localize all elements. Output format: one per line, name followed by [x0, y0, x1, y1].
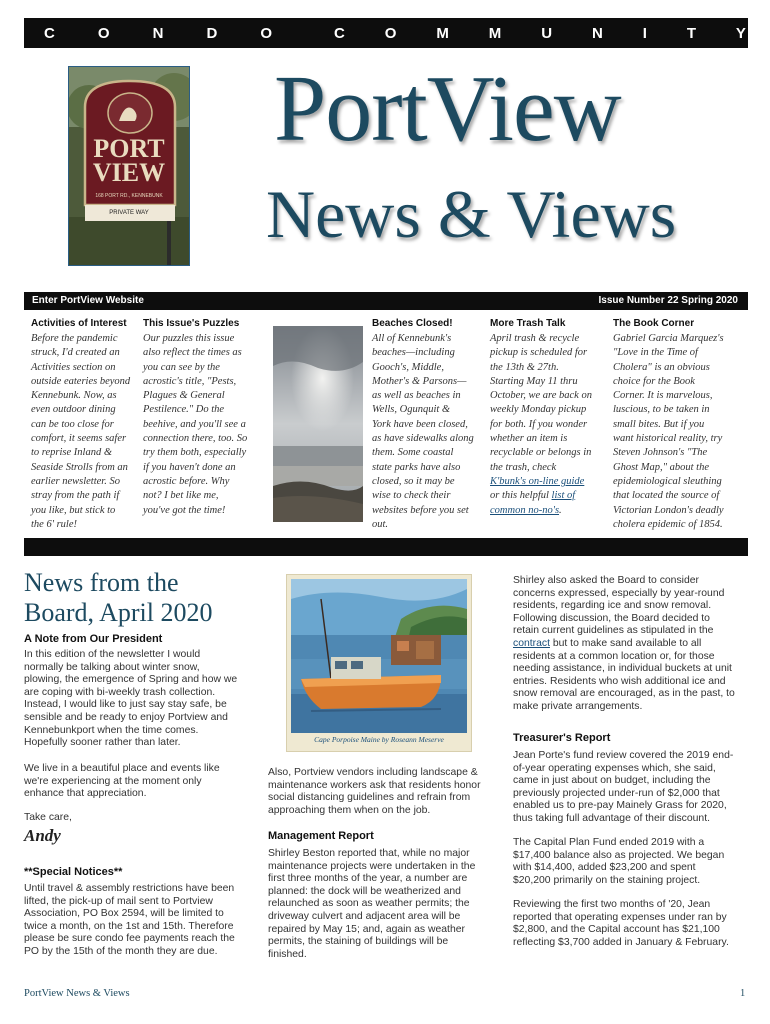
sign-text-private: PRIVATE WAY	[109, 210, 149, 216]
text-line: wise to check their	[372, 490, 451, 502]
text-line: Gabriel Garcia Marquez's	[613, 333, 724, 344]
text-line: retain current guidelines as stipulated in the	[513, 625, 714, 637]
sign-text-address: 168 PORT RD., KENNEBUNK	[95, 193, 163, 199]
no-nos-link-part1[interactable]: list of	[551, 490, 576, 502]
painting-caption: Cape Porpoise Maine by Roseann Meserve	[314, 735, 444, 744]
text-line: to reprise Inland &	[31, 447, 112, 459]
text-line: Ghost Map," about the	[613, 461, 709, 473]
text-line: thus taking full advantage of their discount.	[513, 812, 710, 824]
text-line: luscious, to be taken in	[613, 404, 710, 416]
text-line: epidemiological sleuthing	[613, 475, 722, 487]
text-line: cholera epidemic of 1854.	[613, 518, 723, 530]
text-line: driveway culvert and adjacent area will be	[268, 910, 461, 922]
community-letter: N	[591, 24, 603, 42]
text-line: approaching them when on the job.	[268, 804, 431, 816]
text-line: Pestilence." Do the	[143, 404, 225, 416]
community-letter: C	[334, 24, 345, 42]
puzzles-heading: This Issue's Puzzles	[143, 318, 240, 329]
text-line: enabled us to pre-pay Mainely Grass for 2020,	[513, 800, 727, 812]
trash-text	[490, 332, 608, 518]
contract-link[interactable]: contract	[513, 637, 550, 649]
text-line: Mother's & Parsons—	[372, 375, 467, 387]
condo-letter: O	[97, 24, 110, 42]
community-letter: Y	[735, 24, 746, 42]
text-line: PO by the 15th of the month they are due.	[24, 945, 218, 957]
board-title-line1: News from the	[24, 568, 179, 597]
text-line: snow removal are encouraged, as in the past, to	[513, 688, 735, 700]
text-line: of-year operating expenses which, she said,	[513, 762, 716, 774]
condo-letter: O	[260, 24, 272, 42]
text-line: as well as beaches in	[372, 390, 461, 402]
text-line: "Love in the Time of	[613, 347, 698, 359]
snow-removal-rest: but to make sand available to all	[549, 637, 702, 649]
text-line: normally be talking about winter snow,	[24, 661, 200, 673]
text-line: as have sidewalks along	[372, 433, 474, 445]
text-line: enhance that appreciation.	[24, 788, 147, 800]
condo-letter: D	[206, 24, 218, 42]
newsletter-subtitle: News & Views	[266, 176, 677, 252]
text-line: York have been closed,	[372, 418, 468, 430]
text-line: Hopefully sooner rather than later.	[24, 737, 181, 749]
text-line: $2,800, and the Capital account has $21,100	[513, 924, 720, 936]
text-line: recyclable or belongs in	[490, 447, 592, 459]
text-line: Starting May 11 thru	[490, 375, 578, 387]
sign-text-view: VIEW	[92, 158, 166, 187]
board-section-title	[24, 568, 213, 628]
puzzles-text	[143, 332, 265, 518]
condo-letter: C	[44, 24, 55, 42]
text-line: repaired by May 15; and, again as weather	[268, 923, 465, 935]
text-line: Before the pandemic	[31, 333, 118, 344]
text-line: not? I bet like me,	[143, 490, 219, 502]
trash-or-text: or this helpful	[490, 490, 552, 502]
text-line: choice for the Book	[613, 375, 695, 387]
text-line: All of Kennebunk's	[372, 333, 452, 344]
text-line: closed, so it may be	[372, 475, 455, 487]
review-text	[513, 899, 753, 949]
beaches-heading: Beaches Closed!	[372, 318, 453, 329]
text-line: plowing, the emergence of Spring and how we	[24, 674, 238, 686]
text-line: websites before you set	[372, 504, 469, 516]
trash-lines	[490, 332, 608, 475]
text-line: weekly Monday pickup	[490, 404, 587, 416]
text-line: stray from the path if	[31, 490, 120, 502]
text-line: Shirley Beston reported that, while no major	[268, 848, 470, 859]
vendors-text	[268, 767, 498, 817]
text-line: small bites. But if you	[613, 418, 705, 430]
text-line: please be sure condo fee payments reach the	[24, 933, 235, 945]
text-line: Association, PO Box 2594, will be limited to	[24, 908, 224, 920]
text-line: Our puzzles this issue	[143, 333, 235, 344]
text-line: reflecting $3,700 added in January & February.	[513, 936, 729, 948]
text-line: maintenance workers ask that residents honor	[268, 779, 481, 791]
text-line: acrostic's title, "Pests,	[143, 375, 237, 387]
capital-plan-text	[513, 837, 753, 887]
activities-text	[31, 332, 139, 532]
text-line: twice a month, on the 1st and 15th. Therefore	[24, 920, 234, 932]
text-line: Reviewing the first two months of '20, Jean	[513, 899, 711, 910]
text-line: outside eateries beyond	[31, 375, 131, 387]
text-line: maintenance projects were undertaken in the	[268, 860, 476, 872]
text-line: for both. If you wonder	[490, 418, 588, 430]
text-line: Shirley also asked the Board to consider	[513, 575, 699, 586]
treasurer-report-text	[513, 750, 753, 826]
page-number: 1	[740, 988, 746, 999]
text-line: make private arrangements.	[513, 700, 643, 712]
snow-removal-lines-c	[513, 651, 753, 714]
text-line: Corner. It is marvelous,	[613, 390, 713, 402]
text-line: The Capital Plan Fund ended 2019 with a	[513, 837, 705, 848]
text-line: $17,400 balance also as projected. We began	[513, 849, 725, 861]
text-line: beaches—including	[372, 347, 455, 359]
text-line: relaunched as soon as weather permits; the	[268, 898, 470, 910]
text-line: them. Some coastal	[372, 447, 454, 459]
community-letter: M	[436, 24, 449, 42]
signature-andy: Andy	[24, 826, 61, 845]
text-line: reported that operating expenses under ran by	[513, 911, 727, 923]
text-line: you like, but stick to	[31, 504, 116, 516]
text-line: can be too close for	[31, 418, 114, 430]
beach-photo	[273, 326, 363, 522]
board-title-line2: Board, April 2020	[24, 598, 213, 627]
text-line: even outdoor dining	[31, 404, 116, 416]
take-care-text: Take care,	[24, 812, 72, 823]
text-line: Gooch's, Middle,	[372, 361, 444, 373]
text-line: Wells, Ogunquit &	[372, 404, 451, 416]
text-line: are coping with bi-weekly trash collection.	[24, 686, 216, 698]
trash-period: .	[559, 504, 562, 516]
kbunk-guide-link[interactable]: K'bunk's on-line guide	[490, 475, 585, 487]
newsletter-title: PortView	[274, 57, 621, 161]
community-letter: U	[541, 24, 553, 42]
text-line: Kennebunk. Now, as	[31, 390, 117, 402]
text-line: out.	[372, 518, 389, 530]
text-line: acrostic before. Why	[143, 475, 230, 487]
portview-sign-photo	[68, 66, 190, 266]
management-report-text	[268, 848, 498, 961]
activities-heading: Activities of Interest	[31, 318, 127, 329]
text-line: Until travel & assembly restrictions have been	[24, 883, 235, 894]
enter-website-link[interactable]: Enter PortView Website	[32, 295, 144, 306]
text-line: want historical reality, try	[613, 433, 723, 445]
text-line: you can see by the	[143, 361, 220, 373]
info-bar	[24, 292, 748, 310]
text-line: lifted, the pick-up of mail sent to Portview	[24, 895, 213, 907]
text-line: connection there, too. So	[143, 433, 248, 445]
text-line: Steven Johnson's "The	[613, 447, 708, 459]
text-line: planned: the dock will be weatherized and	[268, 885, 461, 897]
text-line: we're experiencing at the moment only	[24, 775, 202, 787]
text-line: with $14,400, added $23,200 and spent	[513, 862, 696, 874]
text-line: Jean Porte's fund review covered the 2019 end-	[513, 750, 734, 761]
text-line: finished.	[268, 948, 307, 960]
cape-porpoise-painting	[291, 579, 467, 733]
text-line: Kennebunkport when the time comes.	[24, 724, 199, 736]
masthead-word-condo	[44, 25, 272, 42]
text-line: came in just about on budget, including the	[513, 775, 711, 787]
text-line: residents, regarding ice and snow removal.	[513, 600, 712, 612]
book-text	[613, 332, 748, 532]
community-letter: I	[642, 24, 647, 42]
text-line: $20,200 primarily on the staining project.	[513, 874, 701, 886]
text-line: that located the source of	[613, 490, 720, 502]
management-report-heading: Management Report	[268, 830, 374, 842]
issue-number: Issue Number 22 Spring 2020	[598, 295, 738, 306]
text-line: concerns expressed, especially by year-round	[513, 587, 725, 599]
text-line: Cholera" is an obvious	[613, 361, 710, 373]
treasurer-report-heading: Treasurer's Report	[513, 732, 611, 744]
text-line: state parks have also	[372, 461, 461, 473]
text-line: Seaside Strolls from an	[31, 461, 128, 473]
text-line: needing assistance, in individual buckets at unit	[513, 663, 732, 675]
text-line: try them both, especially	[143, 447, 247, 459]
masthead-word-community	[334, 25, 746, 42]
text-line: earlier newsletter. So	[31, 475, 120, 487]
text-line: social distancing guidelines and refrain from	[268, 792, 471, 804]
snow-removal-text	[513, 575, 753, 714]
special-notices-text	[24, 883, 264, 959]
president-note-text-2	[24, 763, 264, 801]
community-letter: T	[686, 24, 696, 42]
president-note-text	[24, 649, 264, 750]
painting-frame	[286, 574, 472, 752]
masthead-bar	[24, 18, 748, 48]
text-line: permits, the staining of buildings will be	[268, 936, 449, 948]
text-line: residents at a common location or, for those	[513, 650, 715, 662]
community-letter: M	[488, 24, 502, 42]
special-notices-heading: **Special Notices**	[24, 866, 123, 878]
trash-heading: More Trash Talk	[490, 318, 566, 329]
community-letter: O	[384, 24, 397, 42]
text-line: Victorian London's deadly	[613, 504, 724, 516]
snow-removal-lines-a	[513, 575, 753, 638]
text-line: pickup is scheduled for	[490, 347, 588, 359]
text-line: Plagues & General	[143, 390, 225, 402]
text-line: if you haven't done an	[143, 461, 236, 473]
text-line: entries. Residents who wish additional ice and	[513, 675, 726, 687]
sign-text-port: PORT	[93, 134, 165, 163]
beaches-text	[372, 332, 484, 532]
text-line: Instead, I would like to just say stay safe, be	[24, 699, 227, 711]
text-line: the trash, check	[490, 461, 557, 473]
text-line: October, we are back on	[490, 390, 592, 402]
book-heading: The Book Corner	[613, 318, 695, 329]
text-line: the 6' rule!	[31, 518, 77, 530]
footer-title: PortView News & Views	[24, 988, 130, 999]
text-line: Following discussion, the Board decided to	[513, 612, 710, 624]
text-line: first three months of the year, a number are	[268, 873, 468, 885]
no-nos-link-part2[interactable]: common no-no's	[490, 504, 560, 516]
text-line: April trash & recycle	[490, 333, 580, 344]
text-line: Also, Portview vendors including landscape &	[268, 767, 478, 778]
president-note-heading: A Note from Our President	[24, 633, 163, 645]
text-line: beehive, and you'll see a	[143, 418, 246, 430]
text-line: whether an item is	[490, 433, 568, 445]
text-line: the 13th & 27th.	[490, 361, 559, 373]
text-line: comfort, it seems safer	[31, 433, 127, 445]
text-line: Activities section on	[31, 361, 116, 373]
text-line: We live in a beautiful place and events like	[24, 763, 220, 774]
text-line: previously projected under-run of $2,000 that	[513, 787, 720, 799]
text-line: sensible and be ready to enjoy Portview and	[24, 711, 228, 723]
text-line: In this edition of the newsletter I would	[24, 649, 201, 660]
text-line: struck, I'd created an	[31, 347, 120, 359]
section-divider-bar	[24, 538, 748, 556]
condo-letter: N	[152, 24, 164, 42]
text-line: also reflect the times as	[143, 347, 242, 359]
text-line: you've got the time!	[143, 504, 226, 516]
